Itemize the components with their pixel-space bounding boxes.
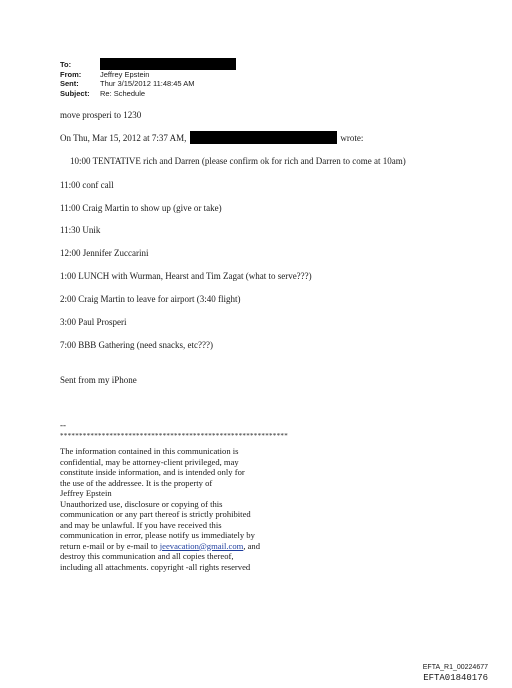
to-label: To: — [60, 60, 72, 69]
quote-intro-line — [60, 131, 363, 144]
disclaimer-line: including all attachments. copyright -all rights reserved — [60, 561, 251, 572]
disclaimer-line: destroy this communication and all copies thereof, — [60, 551, 234, 561]
schedule-item: 11:30 Unik — [60, 225, 101, 235]
disclaimer-line: communication or any part thereof is strictly prohibited — [60, 509, 251, 519]
disclaimer-line: constitute inside information, and is intended only for — [60, 467, 245, 477]
reply-text: move prosperi to 1230 — [60, 110, 142, 120]
disclaimer-line: the use of the addressee. It is the property of — [60, 477, 213, 488]
redaction-box — [100, 58, 236, 70]
schedule-item: 10:00 TENTATIVE rich and Darren (please confirm ok for rich and Darren to come at 10am) — [70, 156, 406, 166]
disclaimer — [60, 446, 260, 572]
disclaimer-line: and may be unlawful. If you have received this — [60, 519, 222, 530]
disclaimer-email-line — [60, 541, 260, 552]
efta-stamp: EFTA01840176 — [423, 673, 488, 683]
disclaimer-line: Jeffrey Epstein — [60, 488, 112, 498]
schedule-item: 3:00 Paul Prosperi — [60, 317, 127, 327]
sent-label: Sent: — [60, 79, 79, 89]
disclaimer-line: The information contained in this communication is — [60, 446, 239, 456]
quote-intro: On Thu, Mar 15, 2012 at 7:37 AM, — [60, 132, 187, 143]
schedule-item: 12:00 Jennifer Zuccarini — [60, 248, 149, 258]
email-header — [60, 60, 236, 98]
quote-wrote: wrote: — [340, 132, 364, 143]
from-row — [60, 70, 236, 80]
from-label: From: — [60, 69, 82, 79]
email-link[interactable]: jeevacation@gmail.com — [159, 540, 244, 551]
sent-row — [60, 79, 236, 89]
disclaimer-line: communication in error, please notify us immediately by — [60, 530, 255, 540]
redaction-box — [190, 131, 337, 144]
disclaimer-line: Unauthorized use, disclosure or copying of this — [60, 498, 223, 509]
disclaimer-line: confidential, may be attorney-client privileged, may — [60, 456, 239, 467]
from-value: Jeffrey Epstein — [100, 69, 150, 79]
subject-value: Re: Schedule — [100, 88, 146, 98]
schedule-item: 2:00 Craig Martin to leave for airport (3:40 flight) — [60, 294, 241, 304]
subject-label: Subject: — [60, 88, 90, 98]
to-row — [60, 60, 236, 70]
sent-from-line: Sent from my iPhone — [60, 375, 137, 385]
schedule-item: 7:00 BBB Gathering (need snacks, etc???) — [60, 340, 213, 350]
schedule-item: 11:00 conf call — [60, 180, 114, 190]
schedule-item: 1:00 LUNCH with Wurman, Hearst and Tim Zagat (what to serve???) — [60, 271, 312, 281]
email-suffix: , and — [243, 540, 261, 551]
signature-dash: -- — [60, 420, 66, 430]
signature-stars: ************************************************************ — [60, 432, 288, 440]
sent-value: Thur 3/15/2012 11:48:45 AM — [100, 79, 195, 89]
document-reference: EFTA_R1_00224677 — [422, 664, 488, 671]
subject-row — [60, 89, 236, 99]
email-prefix: return e-mail or by e-mail to — [60, 540, 160, 551]
schedule-item: 11:00 Craig Martin to show up (give or take) — [60, 203, 222, 213]
